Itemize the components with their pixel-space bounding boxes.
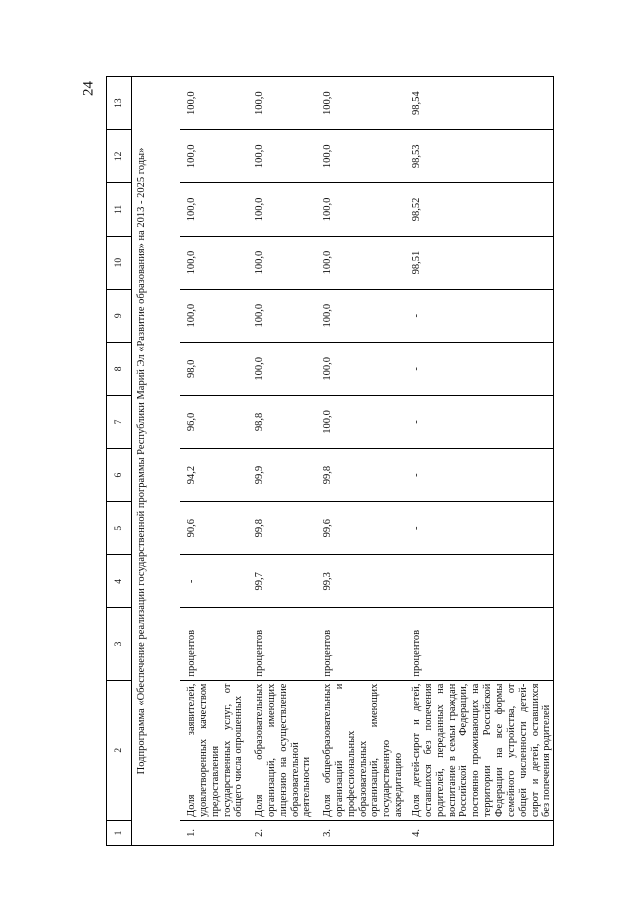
rotated-table-sheet xyxy=(106,76,553,846)
column-number: 9 xyxy=(107,289,132,342)
indicator-value: 100,0 xyxy=(180,183,248,236)
indicator-value xyxy=(405,555,554,608)
column-number: 3 xyxy=(107,608,132,680)
indicator-value: 100,0 xyxy=(180,130,248,183)
row-number: 1. xyxy=(180,820,248,845)
indicator-value: 99,9 xyxy=(248,449,316,502)
page-number: 24 xyxy=(80,81,97,96)
indicator-value: 100,0 xyxy=(316,395,405,448)
indicator-value: 100,0 xyxy=(248,77,316,130)
indicator-unit: процентов xyxy=(316,608,405,680)
column-number: 12 xyxy=(107,130,132,183)
indicator-value: - xyxy=(405,289,554,342)
indicator-value: 98,0 xyxy=(180,342,248,395)
indicator-value: 100,0 xyxy=(248,183,316,236)
indicator-value: 100,0 xyxy=(248,289,316,342)
column-number: 4 xyxy=(107,555,132,608)
indicator-value: 98,8 xyxy=(248,395,316,448)
row-number: 3. xyxy=(316,820,405,845)
indicator-value: 94,2 xyxy=(180,449,248,502)
indicator-value: 100,0 xyxy=(316,77,405,130)
indicator-name: Доля общеобразовательных организаций и профессиональных образовательных организаций, имеющих государственную аккредитацию xyxy=(316,680,405,820)
column-number: 13 xyxy=(107,77,132,130)
indicator-unit: процентов xyxy=(405,608,554,680)
indicator-value: 100,0 xyxy=(316,130,405,183)
column-number: 8 xyxy=(107,342,132,395)
table-row xyxy=(316,77,405,846)
indicator-value: 96,0 xyxy=(180,395,248,448)
subprogram-title: Подпрограмма «Обеспечение реализации государственной программы Республики Марий Эл «Развитие образования» на 2013 - 2025 годы» xyxy=(132,77,181,846)
indicator-value: 99,8 xyxy=(316,449,405,502)
indicator-value: 100,0 xyxy=(316,183,405,236)
indicator-value: 100,0 xyxy=(316,289,405,342)
row-number: 4. xyxy=(405,820,554,845)
indicator-value: 100,0 xyxy=(316,236,405,289)
indicator-value: - xyxy=(405,502,554,555)
row-number: 2. xyxy=(248,820,316,845)
indicator-value: 99,7 xyxy=(248,555,316,608)
indicator-value: 99,3 xyxy=(316,555,405,608)
column-number: 5 xyxy=(107,502,132,555)
indicator-name: Доля заявителей, удовлетворенных качеством предоставления государственных услуг, от общего числа опрошенных xyxy=(180,680,248,820)
indicator-name: Доля образовательных организаций, имеющих лицензию на осуществление образовательной деятельности xyxy=(248,680,316,820)
indicator-value: 98,53 xyxy=(405,130,554,183)
indicator-value: 100,0 xyxy=(248,342,316,395)
column-number: 1 xyxy=(107,820,132,845)
subprogram-row xyxy=(132,77,181,846)
indicator-value: - xyxy=(405,395,554,448)
column-number: 2 xyxy=(107,680,132,820)
indicator-value: 100,0 xyxy=(316,342,405,395)
column-number: 7 xyxy=(107,395,132,448)
indicator-value: - xyxy=(180,555,248,608)
indicator-value: 90,6 xyxy=(180,502,248,555)
column-number: 11 xyxy=(107,183,132,236)
table-row xyxy=(248,77,316,846)
indicators-table xyxy=(106,76,554,846)
indicator-value: 98,51 xyxy=(405,236,554,289)
column-number: 10 xyxy=(107,236,132,289)
indicator-value: 100,0 xyxy=(180,289,248,342)
table-row xyxy=(405,77,554,846)
indicator-value: 99,6 xyxy=(316,502,405,555)
indicator-value: - xyxy=(405,449,554,502)
indicator-unit: процентов xyxy=(248,608,316,680)
column-number-row xyxy=(107,77,132,846)
table-row xyxy=(180,77,248,846)
indicator-value: 98,54 xyxy=(405,77,554,130)
indicator-value: 98,52 xyxy=(405,183,554,236)
indicator-value: 100,0 xyxy=(180,236,248,289)
indicator-value: 100,0 xyxy=(248,130,316,183)
column-number: 6 xyxy=(107,449,132,502)
indicator-value: - xyxy=(405,342,554,395)
indicator-value: 100,0 xyxy=(248,236,316,289)
indicator-value: 99,8 xyxy=(248,502,316,555)
indicator-value: 100,0 xyxy=(180,77,248,130)
indicator-name: Доля детей-сирот и детей, оставшихся без попечения родителей, переданных на воспитание в семьи граждан Российской Федерации, постоянно проживающих на территории Российской Федерации на все формы семейного устройства, от общей численности детей-сирот и детей, оставшихся без попечения родителей xyxy=(405,680,554,820)
indicator-unit: процентов xyxy=(180,608,248,680)
